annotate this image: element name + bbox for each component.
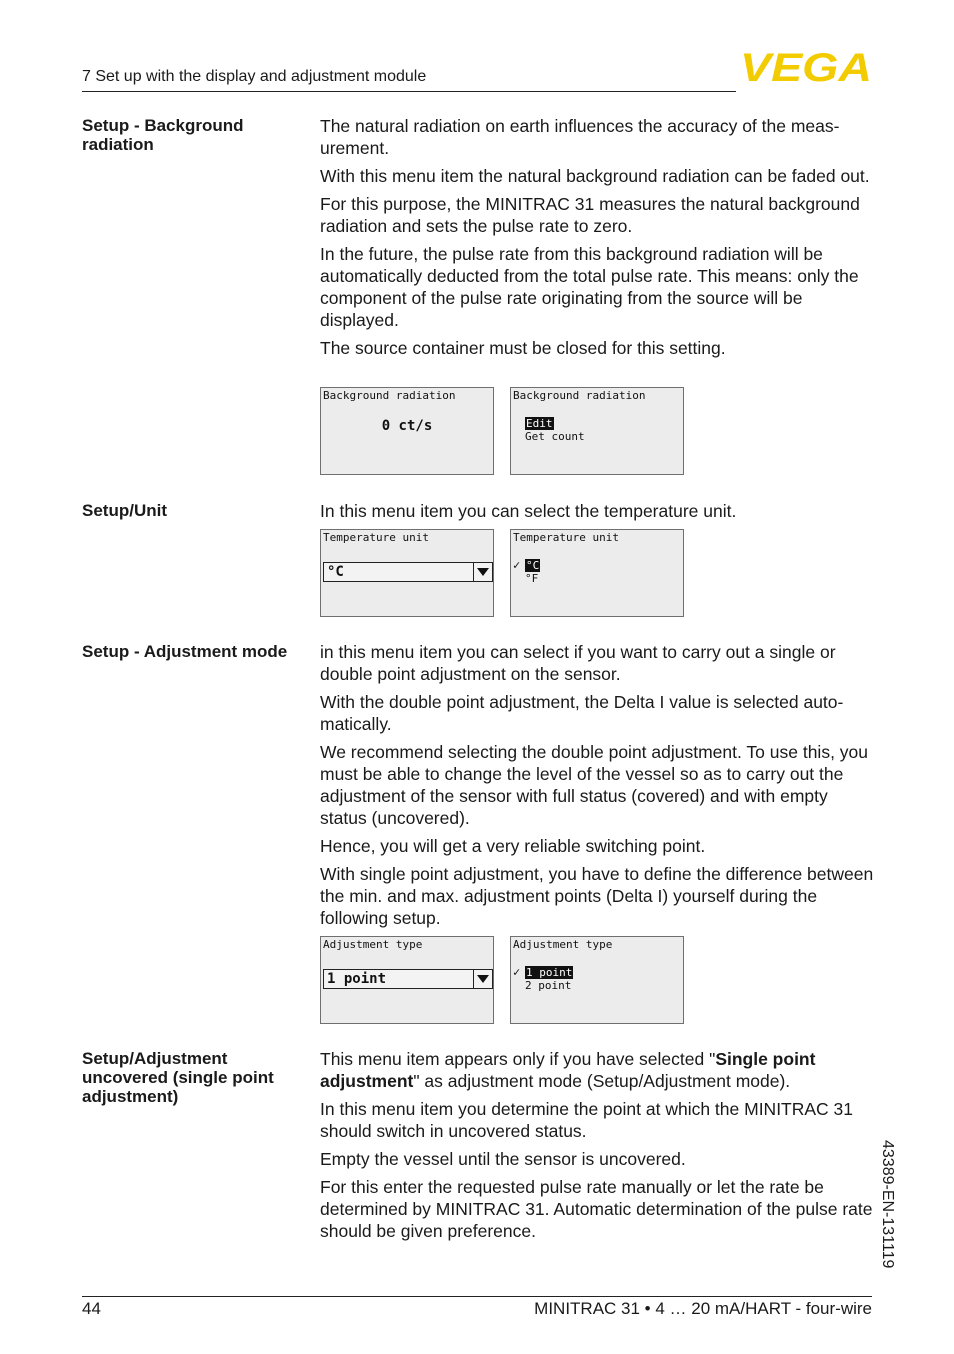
adjustment-type-dropdown xyxy=(323,969,493,989)
paragraph: Empty the vessel until the sensor is uncovered. xyxy=(320,1149,686,1169)
paragraph: Hence, you will get a very reliable switching point. xyxy=(320,836,706,856)
svg-text:VEGA: VEGA xyxy=(740,48,872,84)
unit-dropdown xyxy=(323,562,493,582)
paragraph: The source container must be closed for this setting. xyxy=(320,338,726,358)
page-number: 44 xyxy=(82,1299,101,1318)
display-adjustment-type-list xyxy=(510,936,684,1024)
paragraph: With single point adjustment, you have to define the difference between the min. and max. adjustment points (Delta I) yourself during the following setup. xyxy=(320,864,874,928)
display-background-radiation-menu xyxy=(510,387,684,475)
menu-option-edit: Edit xyxy=(526,417,553,430)
paragraph: in this menu item you can select if you want to carry out a single or double point adjustment on the sensor. xyxy=(320,642,836,684)
paragraph: In this menu item you can select the temperature unit. xyxy=(320,501,737,521)
chevron-down-icon xyxy=(473,970,492,988)
paragraph xyxy=(320,1048,876,1092)
display-background-radiation-value xyxy=(320,387,494,475)
paragraph: In this menu item you determine the point at which the MINITRAC 31 should switch in uncovered status. xyxy=(320,1099,854,1141)
checkmark-icon: ✓ xyxy=(513,558,521,572)
screen-title: Temperature unit xyxy=(513,531,619,544)
paragraph: In the future, the pulse rate from this background radiation will be automatically deducted from the total pulse rate. This means: only the component of the pulse rate originating from the source will be displayed. xyxy=(320,244,859,330)
option-2-point: 2 point xyxy=(525,979,572,992)
option-1-point: 1 point xyxy=(526,966,573,979)
product-name: MINITRAC 31 • 4 … 20 mA/HART - four-wire xyxy=(534,1299,872,1318)
paragraph: For this purpose, the MINITRAC 31 measures the natural background radiation and sets the pulse rate to zero. xyxy=(320,194,860,236)
text-run: " as adjustment mode (Setup/Adjustment mode). xyxy=(413,1071,791,1091)
header-divider xyxy=(82,91,736,92)
display-adjustment-type-select xyxy=(320,936,494,1024)
paragraph: With the double point adjustment, the Delta I value is selected auto-matically. xyxy=(320,692,844,734)
vega-logo xyxy=(740,48,872,84)
screen-title: Temperature unit xyxy=(323,531,429,544)
screen-title: Background radiation xyxy=(513,389,646,402)
adjustment-uncovered-label: Setup/Adjustment uncovered (single point adjustment) xyxy=(82,1049,274,1106)
dropdown-value: °C xyxy=(327,564,344,580)
text-run-bold: Single point adjustment xyxy=(320,1049,816,1091)
paragraph: For this enter the requested pulse rate manually or let the rate be determined by MINITRAC 31. Automatic determination of the pulse rate should be given preference. xyxy=(320,1177,873,1241)
chevron-down-icon xyxy=(473,563,492,581)
display-temperature-unit-list xyxy=(510,529,684,617)
unit-option-celsius: °C xyxy=(526,559,540,572)
paragraph: The natural radiation on earth influences the accuracy of the meas-urement. xyxy=(320,116,840,158)
header-section-title: 7 Set up with the display and adjustment module xyxy=(82,68,427,85)
text-run: This menu item appears only if you have selected " xyxy=(320,1049,716,1069)
screen-title: Background radiation xyxy=(323,389,456,402)
dropdown-value: 1 point xyxy=(327,971,387,987)
background-radiation-text xyxy=(320,115,876,365)
screen-title: Adjustment type xyxy=(323,938,423,951)
menu-option-get-count: Get count xyxy=(525,430,585,443)
unit-option-fahrenheit: °F xyxy=(525,572,539,585)
unit-text xyxy=(320,500,876,528)
display-temperature-unit-select xyxy=(320,529,494,617)
checkmark-icon: ✓ xyxy=(513,965,521,979)
screen-title: Adjustment type xyxy=(513,938,613,951)
document-number: 43389-EN-131119 xyxy=(879,1140,896,1269)
paragraph: With this menu item the natural background radiation can be faded out. xyxy=(320,166,870,186)
unit-label: Setup/Unit xyxy=(82,501,167,520)
background-radiation-label: Setup - Background radiation xyxy=(82,116,244,154)
adjustment-mode-text xyxy=(320,641,876,935)
adjustment-mode-label: Setup - Adjustment mode xyxy=(82,642,288,661)
paragraph: We recommend selecting the double point adjustment. To use this, you must be able to change the level of the vessel so as to carry out the adjustment of the sensor with full status (covered) and with empty status (uncovered). xyxy=(320,742,869,828)
screen-value: 0 ct/s xyxy=(381,418,433,434)
footer-divider xyxy=(82,1296,872,1297)
adjustment-uncovered-text xyxy=(320,1048,876,1248)
